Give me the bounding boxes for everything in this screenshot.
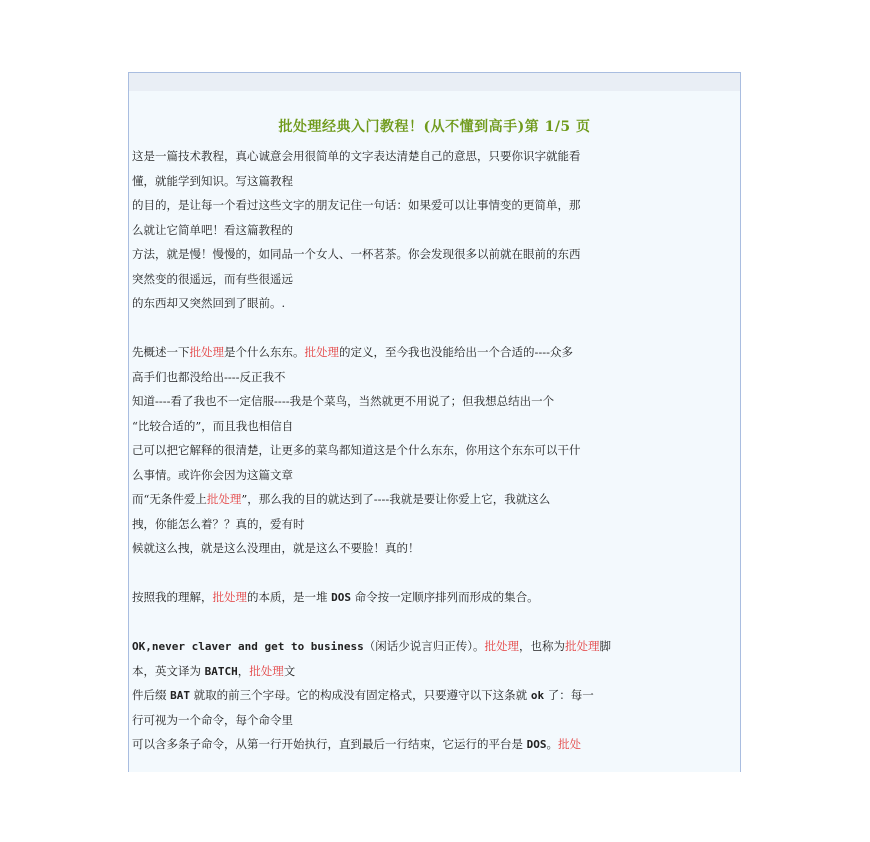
text-run: ”，那么我的目的就达到了----我就是要让你爱上它，我就这么 (241, 492, 551, 506)
keyword-highlight: 批处理 (212, 590, 247, 604)
text-line (132, 487, 737, 512)
text-run: 可以含多条子命令，从第一行开始执行，直到最后一行结束，它运行的平台是 (132, 737, 527, 751)
frame-top-bar (129, 73, 740, 91)
paragraph-gap (132, 610, 737, 635)
text-line: 候就这么拽，就是这么没理由，就是这么不要脸！真的！ (132, 541, 420, 555)
text-run: 命令按一定顺序排列而形成的集合。 (351, 590, 539, 604)
text-run: 的定义，至今我也没能给出一个合适的----众多 (339, 345, 574, 359)
page-title: 批处理经典入门教程！(从不懂到高手)第 1/5 页 (278, 119, 591, 135)
text-line: “比较合适的”，而且我也相信自 (132, 418, 294, 433)
text-run: 了：每一 (544, 688, 594, 702)
text-run: 按照我的理解， (132, 590, 213, 604)
text-line: 懂，就能学到知识。写这篇教程 (132, 173, 293, 188)
text-line (132, 659, 737, 684)
text-run: ，也称为 (519, 639, 566, 653)
text-run: 就取的前三个字母。它的构成没有固定格式，只要遵守以下这条就 (190, 688, 531, 702)
paragraph-batch (132, 634, 737, 757)
text-line: 的目的，是让每一个看过这些文字的朋友记住一句话：如果爱可以让事情变的更简单，那 (132, 198, 581, 212)
code-term: OK,never claver and get to business (132, 640, 364, 653)
text-line (132, 340, 737, 365)
keyword-highlight: 批处理 (249, 663, 284, 678)
text-line: 么事情。或许你会因为这篇文章 (132, 467, 293, 482)
keyword-highlight: 批处理 (206, 492, 242, 506)
text-run: 脚 (599, 639, 612, 653)
text-line (132, 585, 737, 610)
paragraph-overview (132, 340, 737, 561)
text-run: 件后缀 (132, 688, 171, 702)
keyword-highlight: 批处理 (304, 345, 339, 359)
text-line: 拽，你能怎么着？？真的，爱有时 (132, 516, 305, 531)
text-line: 么就让它简单吧！看这篇教程的 (132, 222, 293, 237)
text-line: 己可以把它解释的很清楚，让更多的菜鸟都知道这是个什么东东，你用这个东东可以干什 (132, 443, 581, 457)
article-body (129, 144, 740, 757)
text-run: 的本质，是一堆 (247, 590, 332, 604)
text-run: 。 (546, 737, 559, 751)
text-line: 知道----看了我也不一定信服----我是个菜鸟，当然就更不用说了；但我想总结出一个 (132, 394, 555, 408)
code-term: DOS (526, 738, 547, 751)
text-line: 的东西却又突然回到了眼前。. (132, 296, 286, 310)
code-term: ok (530, 689, 545, 702)
keyword-highlight: 批处理 (565, 639, 600, 653)
text-run: 是个什么东东。 (224, 345, 305, 359)
text-line: 这是一篇技术教程，真心诚意会用很简单的文字表达清楚自己的意思，只要你识字就能看 (132, 149, 581, 163)
text-run: （闲话少说言归正传）。 (363, 639, 485, 653)
paragraph-gap (132, 561, 737, 586)
text-run: 先概述一下 (132, 345, 190, 359)
text-run: 而“无条件爱上 (132, 492, 207, 506)
text-run: 文 (283, 663, 296, 678)
text-line: 突然变的很遥远，而有些很遥远 (132, 271, 293, 286)
paragraph-gap (132, 316, 737, 341)
code-term: DOS (331, 591, 352, 604)
keyword-highlight: 批处理 (189, 345, 224, 359)
code-term: BATCH (204, 664, 238, 678)
document-frame (128, 72, 741, 772)
text-line (132, 683, 737, 708)
text-run: 本，英文译为 (132, 663, 205, 678)
paragraph-intro (132, 144, 737, 316)
text-line: 方法，就是慢！慢慢的，如同品一个女人、一杯茗茶。你会发现很多以前就在眼前的东西 (132, 247, 581, 261)
text-run: ， (237, 663, 250, 678)
text-line: 高手们也都没给出----反正我不 (132, 369, 286, 384)
code-term: BAT (170, 689, 191, 702)
text-line (132, 634, 737, 659)
keyword-highlight: 批处理 (484, 639, 520, 653)
text-line: 行可视为一个命令，每个命令里 (132, 712, 293, 727)
text-line (132, 732, 737, 757)
paragraph-definition (132, 585, 737, 610)
keyword-highlight: 批处 (558, 737, 582, 751)
